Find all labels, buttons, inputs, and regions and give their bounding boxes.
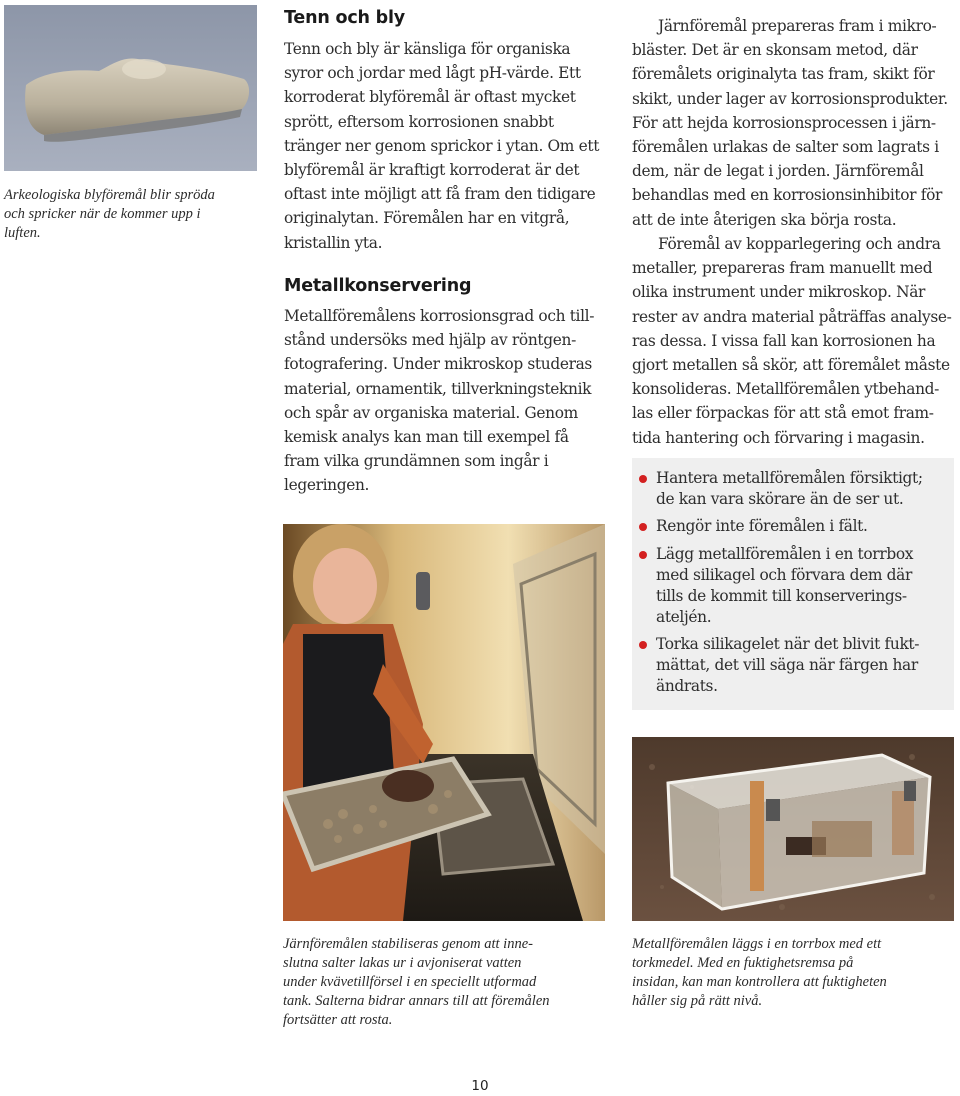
metal-conservation-heading: Metallkonservering: [284, 276, 472, 296]
lead-fragment-photo: [4, 5, 257, 171]
bullet-icon: [639, 551, 647, 559]
tip-line: Torka silikagelet när det blivit fukt-: [656, 635, 920, 653]
metal-conservation-paragraph: [284, 304, 594, 498]
text-line: behandlas med en korrosionsinhibitor för: [632, 186, 942, 205]
text-line: ras dessa. I vissa fall kan korrosionen ha: [632, 331, 936, 350]
text-line: Tenn och bly är känsliga för organiska: [284, 40, 571, 58]
caption-line: Arkeologiska blyföremål blir spröda: [4, 187, 215, 203]
text-line: legeringen.: [284, 476, 370, 495]
bullet-icon: [639, 523, 647, 531]
tip-line: mättat, det vill säga när färgen har: [656, 656, 918, 674]
caption-line: fortsätter att rosta.: [283, 1012, 393, 1028]
tip-item: [656, 516, 868, 537]
tip-item: [656, 544, 913, 628]
bullet-icon: [639, 475, 647, 483]
text-line: olika instrument under mikroskop. När: [632, 283, 926, 302]
tin-lead-heading: Tenn och bly: [284, 8, 405, 28]
text-line: Föremål av kopparlegering och andra: [658, 235, 941, 253]
text-line: las eller förpackas för att stå emot fram-: [632, 404, 934, 423]
iron-tank-caption: [283, 935, 613, 1030]
caption-line: torkmedel. Med en fuktighetsremsa på: [632, 955, 854, 971]
text-line: Järnföremål prepareras fram i mikro-: [658, 17, 937, 35]
text-line: att de inte återigen ska börja rosta.: [632, 210, 897, 229]
text-line: tida hantering och förvaring i magasin.: [632, 428, 925, 447]
iron-tank-photo: [283, 524, 605, 921]
text-line: material, ornamentik, tillverkningsteknik: [284, 379, 592, 398]
text-line: stånd undersöks med hjälp av röntgen-: [284, 331, 576, 350]
text-line: tränger ner genom sprickor i ytan. Om ett: [284, 136, 600, 155]
text-line: oftast inte möjligt att få fram den tidigare: [284, 185, 596, 204]
text-line: fotografering. Under mikroskop studeras: [284, 355, 592, 374]
text-line: sprött, eftersom korrosionen snabbt: [284, 112, 554, 131]
bullet-icon: [639, 641, 647, 649]
text-line: rester av andra material påträffas analyse-: [632, 307, 952, 326]
text-line: skikt, under lager av korrosionsprodukter.: [632, 89, 948, 108]
text-line: föremålets originalyta tas fram, skikt för: [632, 65, 935, 84]
text-line: originalytan. Föremålen har en vitgrå,: [284, 209, 570, 228]
caption-line: håller sig på rätt nivå.: [632, 993, 763, 1009]
tip-line: ateljén.: [656, 608, 712, 626]
text-line: föremålen urlakas de salter som lagrats i: [632, 138, 939, 157]
handling-tips-box: [632, 458, 954, 710]
tip-line: Lägg metallföremålen i en torrbox: [656, 545, 914, 563]
caption-line: under kvävetillförsel i en speciellt utformad: [283, 974, 537, 990]
text-line: kemisk analys kan man till exempel få: [284, 428, 569, 447]
caption-line: Järnföremålen stabiliseras genom att inne-: [283, 936, 533, 952]
caption-line: slutna salter lakas ur i avjoniserat vatten: [283, 955, 522, 971]
tip-item: [656, 634, 919, 697]
text-line: bläster. Det är en skonsam metod, där: [632, 41, 918, 60]
text-line: blyföremål är kraftigt korroderat är det: [284, 161, 580, 180]
copper-alloy-paragraph: [632, 232, 952, 450]
text-line: metaller, prepareras fram manuellt med: [632, 259, 933, 278]
text-line: och spår av organiska material. Genom: [284, 403, 578, 422]
iron-preparation-paragraph: [632, 14, 948, 232]
tip-line: tills de kommit till konserverings-: [656, 587, 907, 605]
caption-line: luften.: [4, 225, 41, 241]
page-number: 10: [471, 1078, 489, 1094]
tin-lead-paragraph: [284, 37, 599, 255]
caption-line: insidan, kan man kontrollera att fuktigheten: [632, 974, 887, 990]
tip-line: Rengör inte föremålen i fält.: [656, 517, 868, 535]
dry-box-photo: [632, 737, 954, 921]
text-line: Metallföremålens korrosionsgrad och till-: [284, 307, 595, 325]
text-line: kristallin yta.: [284, 233, 383, 252]
text-line: syror och jordar med lågt pH-värde. Ett: [284, 64, 581, 83]
lead-fragment-caption: [4, 186, 257, 243]
tip-item: [656, 468, 923, 510]
caption-line: och spricker när de kommer upp i: [4, 206, 201, 222]
text-line: konsolideras. Metallföremålen ytbehand-: [632, 380, 940, 399]
text-line: gjort metallen så skör, att föremålet måste: [632, 356, 950, 375]
text-line: För att hejda korrosionsprocessen i järn-: [632, 113, 936, 132]
tip-line: de kan vara skörare än de ser ut.: [656, 490, 904, 508]
text-line: fram vilka grundämnen som ingår i: [284, 452, 549, 471]
tip-line: med silikagel och förvara dem där: [656, 566, 912, 584]
text-line: dem, när de legat i jorden. Järnföremål: [632, 162, 924, 181]
tip-line: Hantera metallföremålen försiktigt;: [656, 469, 923, 487]
caption-line: tank. Salterna bidrar annars till att föremålen: [283, 993, 550, 1009]
caption-line: Metallföremålen läggs i en torrbox med ett: [632, 936, 882, 952]
dry-box-caption: [632, 935, 954, 1011]
tip-line: ändrats.: [656, 677, 718, 695]
text-line: korroderat blyföremål är oftast mycket: [284, 88, 576, 107]
